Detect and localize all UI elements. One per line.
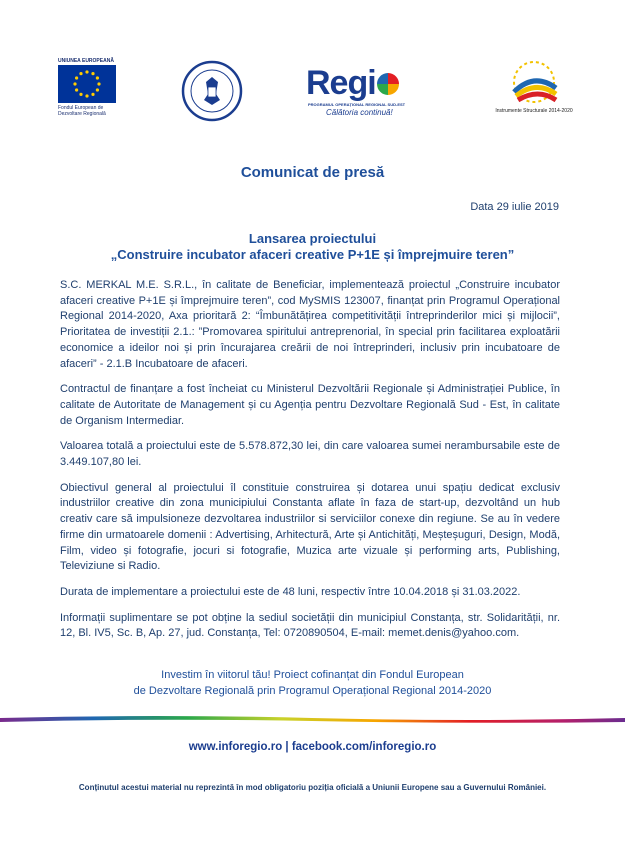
eu-logo-bottom-text: Fondul European de Dezvoltare Regională xyxy=(58,105,106,117)
document-body xyxy=(60,278,560,652)
logo-bar xyxy=(0,58,625,126)
paragraph: Obiectivul general al proiectului îl constituie construirea și dotarea unui spațiu dedicat exclusiv industriilor creative din zona municipiului Constanta aflate în faza de start-up, dezvoltând un hub creativ care să impulsioneze dezvoltarea industriilor si serviciilor conexe din regiune. Se au în vedere firme din urmatoarele domenii : Advertising, Arhitectură, Arte și Antichități, Meșteșuguri, Design, Modă, Film, video și fotografie, jocuri si fotografie, Muzica arte vizuale și performing arts, Publishing, Televiziune si Radio. xyxy=(60,481,560,573)
regio-wordmark-text: Regi xyxy=(306,64,376,102)
invest-line-2: de Dezvoltare Regională prin Programul Operațional Regional 2014-2020 xyxy=(133,685,492,697)
regio-tagline: Călătoria continuă! xyxy=(326,108,393,117)
romanian-government-seal xyxy=(181,60,243,122)
structural-instruments-text: Instrumente Structurale 2014-2020 xyxy=(495,108,573,114)
disclaimer: Conținutul acestui material nu reprezintă în mod obligatoriu poziția oficială a Uniunii Europene sau a Guvernului României. xyxy=(78,783,547,792)
page-title: Comunicat de presă xyxy=(240,164,385,181)
paragraph: Contractul de finanțare a fost încheiat cu Ministerul Dezvoltării Regionale și Administrației Publice, în calitate de Autoritate de Management și cu Agenția pentru Dezvoltare Regională Sud - Est, în calitate de Organism Intermediar. xyxy=(60,383,560,427)
color-band xyxy=(0,714,625,724)
project-subtitle xyxy=(0,231,625,263)
investment-statement xyxy=(0,667,625,699)
eu-logo xyxy=(58,58,116,117)
paragraph: S.C. MERKAL M.E. S.R.L., în calitate de Beneficiar, implementează proiectul „Construire incubator afaceri creative P+1E și împrejmuire teren”, cod MySMIS 123007, finanțat prin Programul Operațional Regional 2014-2020, Axa prioritară 2: “Îmbunătățirea competitivității întreprinderilor mici și mijlocii”, Prioritatea de investiții 2.1.: ”Promovarea spiritului antreprenorial, în special prin facilitarea exploatării economice a ideilor noi și prin încurajarea creării de noi întreprinderi, inclusiv prin incubatoare de afaceri” - 2.1.B Incubatoare de afaceri. xyxy=(60,279,560,370)
paragraph: Durata de implementare a proiectului este de 48 luni, respectiv între 10.04.2018 și 31.03.2022. xyxy=(60,585,521,598)
invest-line-1: Investim în viitorul tău! Proiect cofinanțat din Fondul European xyxy=(161,669,464,681)
regio-wordmark xyxy=(306,66,422,100)
subtitle-line-1: Lansarea proiectului xyxy=(248,231,377,246)
regio-subtext: PROGRAMUL OPERAȚIONAL REGIONAL SUD-EST xyxy=(308,102,406,107)
eu-flag-icon xyxy=(58,65,116,103)
eu-logo-top-text: UNIUNEA EUROPEANĂ xyxy=(58,58,114,64)
structural-instruments-logo xyxy=(494,58,574,124)
regio-o-icon xyxy=(377,73,399,95)
structural-instruments-icon xyxy=(494,58,574,108)
document-date: Data 29 iulie 2019 xyxy=(470,201,559,213)
paragraph: Valoarea totală a proiectului este de 5.578.872,30 lei, din care valoarea sumei nerambursabile este de 3.449.107,80 lei. xyxy=(60,440,560,469)
footer-links[interactable]: www.inforegio.ro | facebook.com/inforegio.ro xyxy=(188,741,437,753)
subtitle-line-2: „Construire incubator afaceri creative P+1E și împrejmuire teren” xyxy=(110,247,515,262)
paragraph: Informații suplimentare se pot obține la sediul societății din municipiul Constanța, str. Solidarității, nr. 12, Bl. IV5, Sc. B, Ap. 27, jud. Constanța, Tel: 0720890504, E-mail: memet.denis@yahoo.com. xyxy=(60,611,560,640)
regio-logo xyxy=(306,66,422,116)
